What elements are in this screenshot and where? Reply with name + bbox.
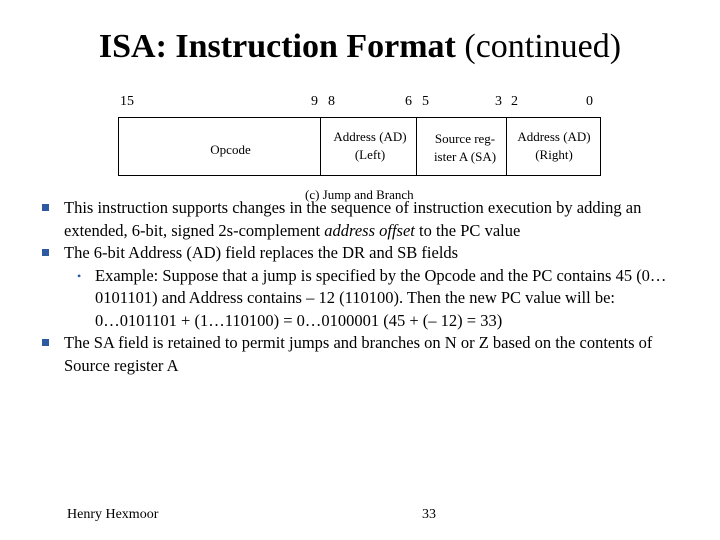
bullet-text: This instruction supports changes in the sequence of instruction execution by adding an extended, 6-bit, signed 2s-complement	[64, 198, 642, 240]
field-address-right	[507, 128, 601, 164]
bullet-item	[40, 332, 700, 377]
bullet-text: The 6-bit Address (AD) field replaces the DR and SB fields	[64, 243, 459, 262]
bit-label-0: 0	[586, 94, 593, 109]
dot-bullet-icon: •	[77, 268, 82, 283]
field-source-reg	[419, 130, 511, 166]
field-address-right-line1: Address (AD)	[517, 129, 591, 144]
field-opcode: Opcode	[210, 142, 251, 157]
format-box	[118, 117, 601, 176]
bullet-text: The SA field is retained to permit jumps and branches on N or Z based on the contents of Source register A	[64, 333, 653, 375]
bullet-text: to the PC value	[414, 220, 521, 240]
field-source-reg-line1: Source reg-	[434, 131, 496, 146]
bit-label-9: 9	[311, 94, 318, 109]
bit-label-15: 15	[120, 94, 134, 109]
bullet-list	[40, 197, 700, 377]
bullet-item	[40, 242, 700, 265]
sub-bullet-text: Example: Suppose that a jump is specified by the Opcode and the PC contains 45 (0…0101101) and Address contains – 12 (110100). Then the new PC value will be:	[95, 265, 667, 307]
field-address-left-line2: (Left)	[354, 147, 386, 162]
page-number: 33	[422, 507, 436, 522]
bit-label-2: 2	[511, 94, 518, 109]
bullet-item	[40, 197, 700, 242]
field-source-reg-line2: ister A (SA)	[433, 149, 497, 164]
bit-label-3: 3	[495, 94, 502, 109]
field-address-left-line1: Address (AD)	[333, 129, 407, 144]
square-bullet-icon	[42, 339, 49, 346]
square-bullet-icon	[42, 249, 49, 256]
bullet-text-italic: address offset	[324, 220, 415, 240]
sub-bullet-item	[40, 265, 700, 333]
footer-author: Henry Hexmoor	[67, 507, 159, 522]
sub-bullet-equation: 0…0101101 + (1…110100) = 0…0100001 (45 + (– 12) = 33)	[95, 310, 503, 330]
square-bullet-icon	[42, 204, 49, 211]
slide-title	[0, 28, 720, 66]
slide-title-rest: (continued)	[455, 28, 622, 65]
field-address-left	[323, 128, 417, 164]
bit-label-8: 8	[328, 94, 335, 109]
slide-title-bold: ISA: Instruction Format	[98, 28, 456, 65]
diagram-caption: (c) Jump and Branch	[305, 187, 414, 202]
bit-label-5: 5	[422, 94, 429, 109]
bit-label-6: 6	[405, 94, 412, 109]
field-address-right-line2: (Right)	[535, 147, 573, 162]
